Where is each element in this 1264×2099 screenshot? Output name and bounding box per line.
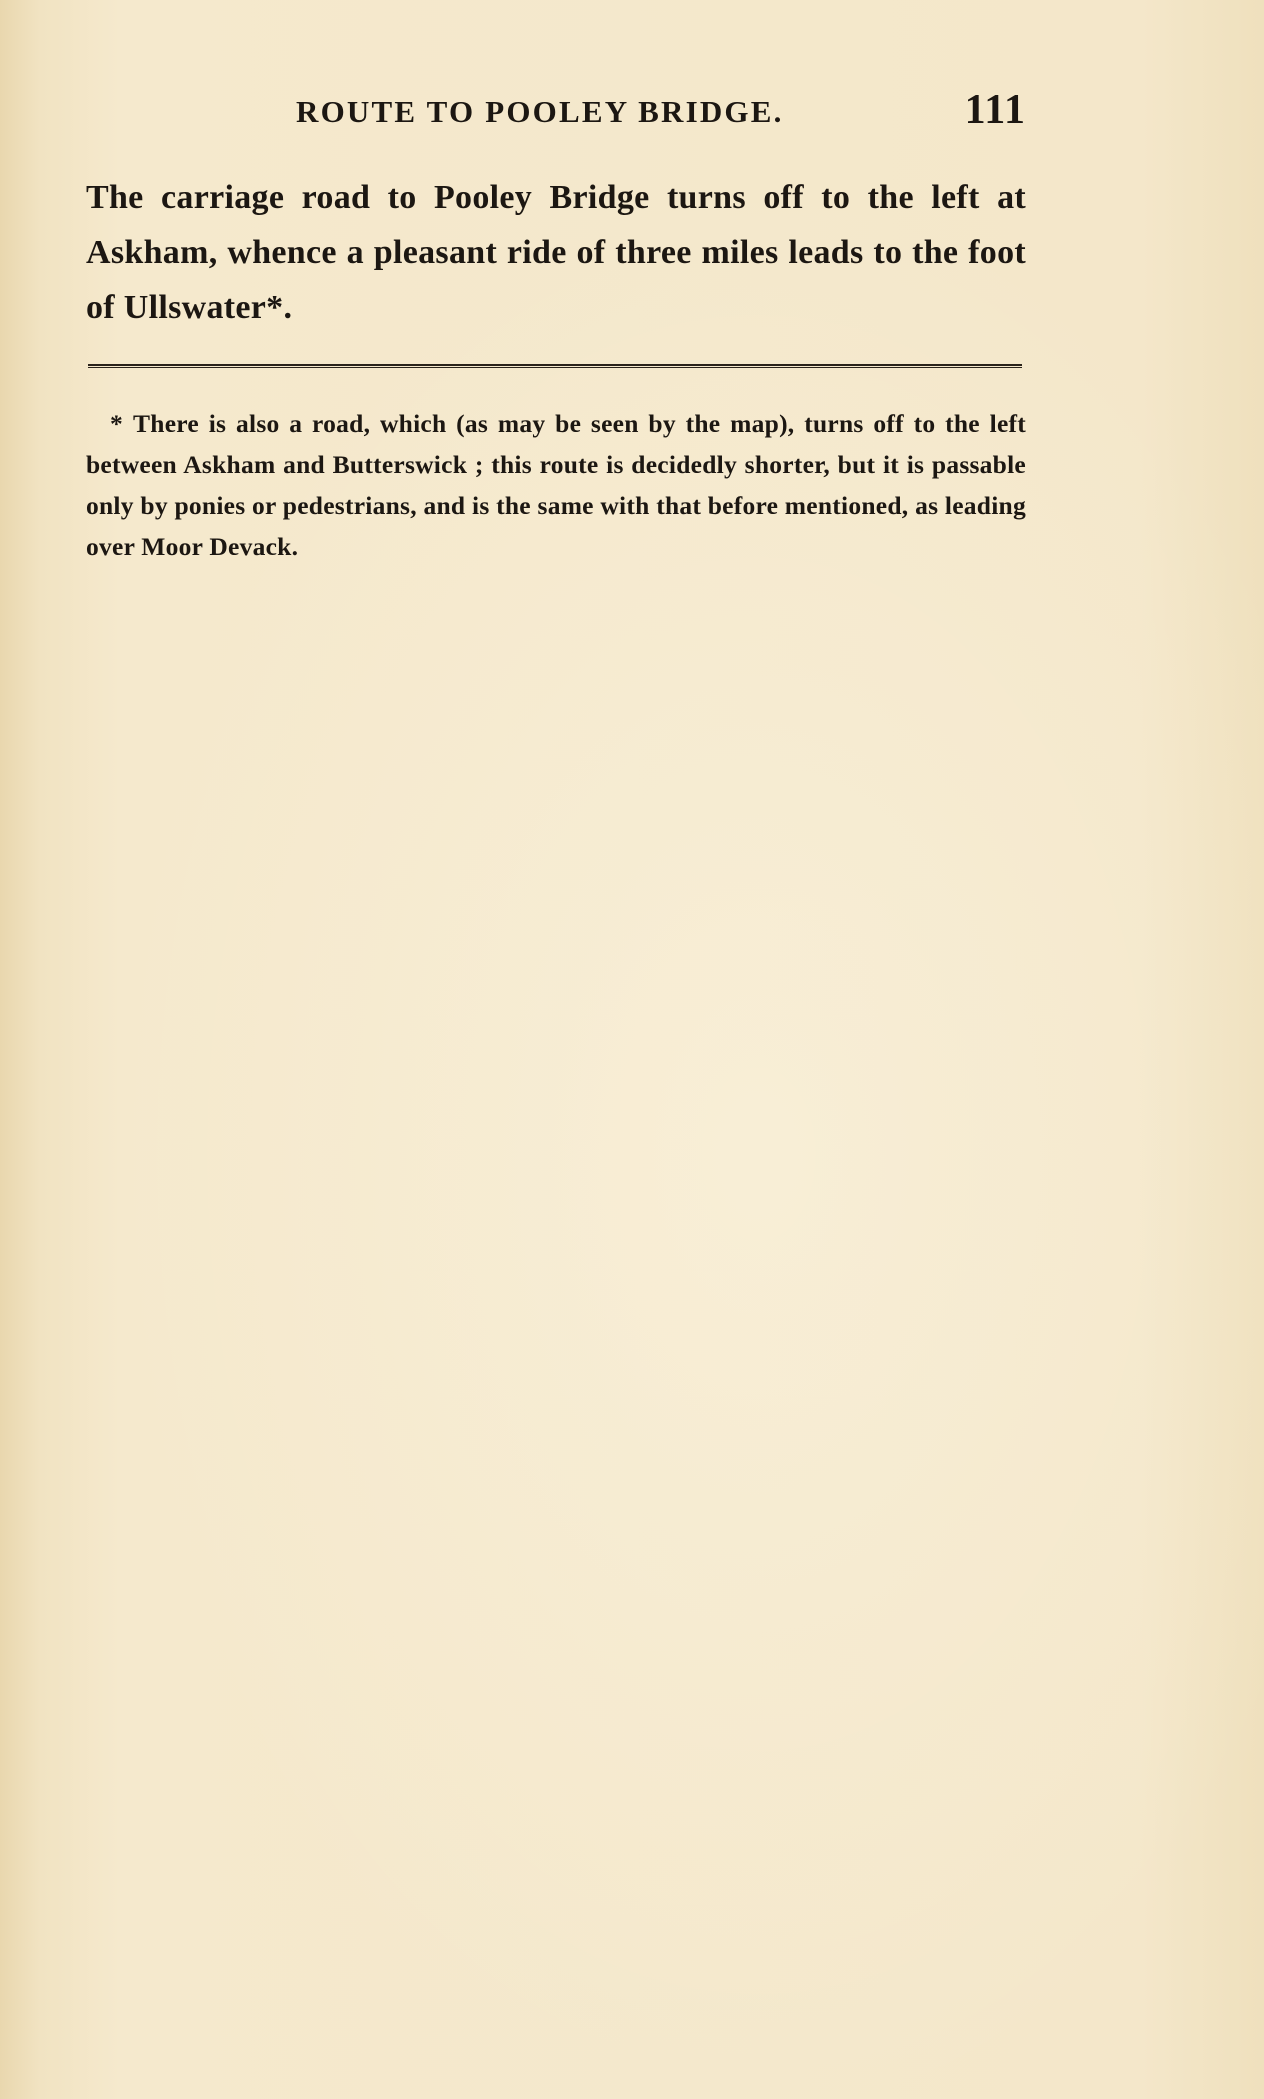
footnote	[86, 403, 1026, 567]
page-number: 111	[964, 87, 1026, 133]
body-paragraph: The carriage road to Pooley Bridge turns off to the left at Askham, whence a pleasant ride of three miles leads to the foot of Ullswater*.	[86, 179, 1026, 326]
footnote-marker: *	[110, 409, 123, 438]
footnote-divider	[88, 364, 1022, 368]
footnote-text: There is also a road, which (as may be seen by the map), turns off to the left between Askham and Butterswick ; this route is decidedly shorter, but it is passable only by ponies or pedestrians, and is the same with that before mentioned, as leading over Moor Devack.	[86, 409, 1026, 561]
page-header	[86, 86, 1026, 136]
running-head: ROUTE TO POOLEY BRIDGE.	[296, 94, 784, 129]
